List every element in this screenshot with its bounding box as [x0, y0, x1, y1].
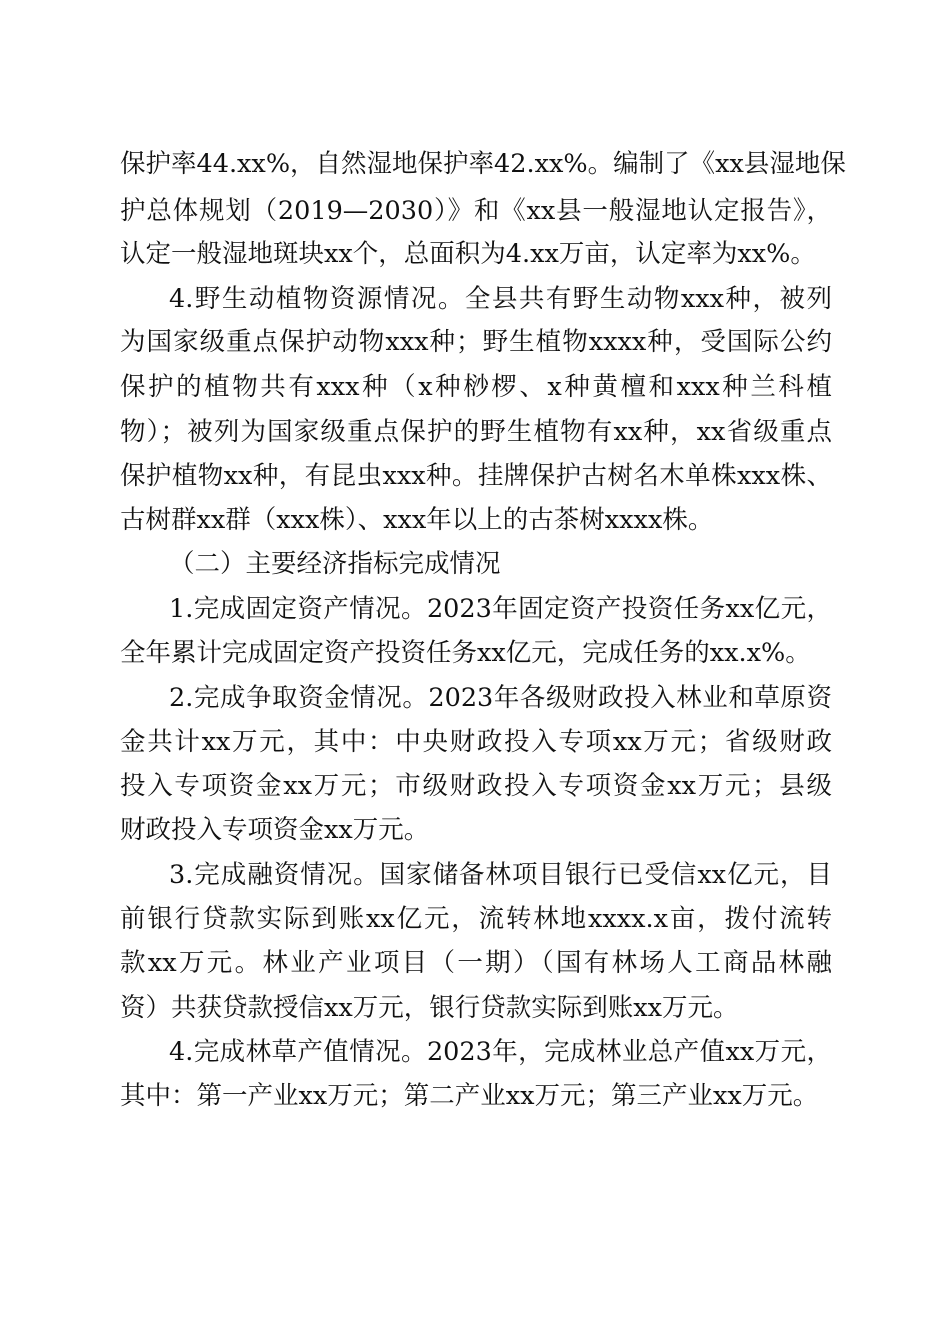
- text-line: 前银行贷款实际到账xx亿元，流转林地xxxx.x亩，拨付流转: [120, 904, 832, 934]
- text-line: 其中：第一产业xx万元；第二产业xx万元；第三产业xx万元。: [120, 1081, 819, 1111]
- text-line: 古树群xx群（xxx株）、xxx年以上的古茶树xxxx株。: [120, 505, 714, 535]
- text-line: 认定一般湿地斑块xx个，总面积为4.xx万亩，认定率为xx%。: [120, 239, 816, 269]
- text-line: 4.野生动植物资源情况。全县共有野生动物xxx种，被列: [169, 284, 832, 314]
- text-line: 物）；被列为国家级重点保护的野生植物有xx种，xx省级重点: [120, 417, 832, 447]
- text-line: 2.完成争取资金情况。2023年各级财政投入林业和草原资: [169, 683, 832, 713]
- text-line: 保护植物xx种，有昆虫xxx种。挂牌保护古树名木单株xxx株、: [120, 461, 832, 491]
- text-line: 全年累计完成固定资产投资任务xx亿元，完成任务的xx.x%。: [120, 638, 811, 668]
- text-line: 款xx万元。林业产业项目（一期）（国有林场人工商品林融: [120, 948, 832, 978]
- text-line: 3.完成融资情况。国家储备林项目银行已受信xx亿元，目: [169, 860, 832, 890]
- text-line: 资）共获贷款授信xx万元，银行贷款实际到账xx万元。: [120, 993, 739, 1023]
- text-line: 财政投入专项资金xx万元。: [120, 815, 430, 845]
- text-line: 投入专项资金xx万元；市级财政投入专项资金xx万元；县级: [120, 771, 832, 801]
- text-line: 保护的植物共有xxx种（x种桫椤、x种黄檀和xxx种兰科植: [120, 372, 832, 402]
- text-line: 为国家级重点保护动物xxx种；野生植物xxxx种，受国际公约: [120, 327, 832, 357]
- text-line: 1.完成固定资产情况。2023年固定资产投资任务xx亿元，: [169, 594, 832, 624]
- text-line: 4.完成林草产值情况。2023年，完成林业总产值xx万元，: [169, 1037, 832, 1067]
- section-heading: （二）主要经济指标完成情况: [169, 549, 501, 579]
- text-line: 护总体规划（2019—2030）》和《xx县一般湿地认定报告》，: [120, 196, 832, 226]
- text-line: 保护率44.xx%，自然湿地保护率42.xx%。编制了《xx县湿地保: [120, 149, 846, 179]
- text-line: 金共计xx万元，其中：中央财政投入专项xx万元；省级财政: [120, 727, 832, 757]
